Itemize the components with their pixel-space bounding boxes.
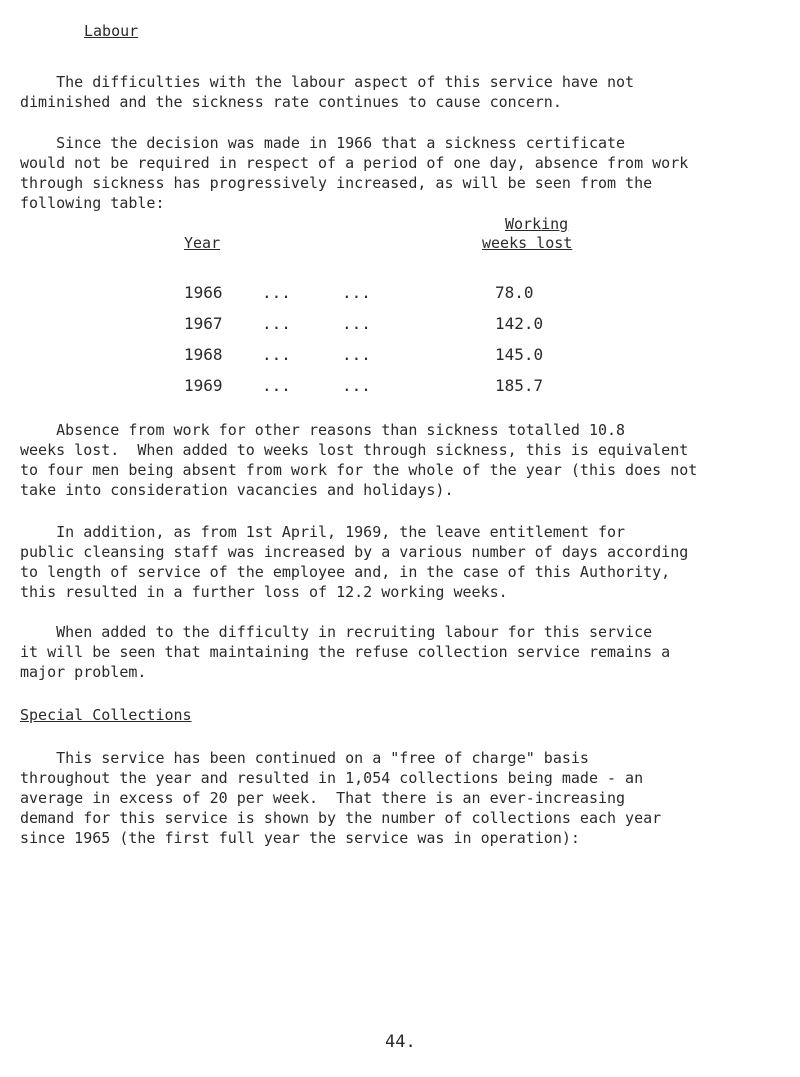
labour-paragraph-4 [20, 522, 780, 602]
text-line: demand for this service is shown by the number of collections each year [20, 809, 662, 827]
text-line: When added to the difficulty in recruiting labour for this service [20, 623, 653, 641]
table-row [0, 314, 800, 340]
labour-paragraph-2 [20, 133, 780, 213]
text-line: it will be seen that maintaining the refuse collection service remains a [20, 643, 671, 661]
text-line: This service has been continued on a "free of charge" basis [20, 749, 589, 767]
labour-heading: Labour [84, 22, 139, 40]
text-line: Absence from work for other reasons than sickness totalled 10.8 [20, 421, 626, 439]
text-line: throughout the year and resulted in 1,054 collections being made - an [20, 769, 644, 787]
year-cell: 1968 [184, 345, 223, 364]
leader-dots: ... [342, 314, 371, 333]
text-line: The difficulties with the labour aspect of this service have not [20, 73, 635, 91]
year-cell: 1969 [184, 376, 223, 395]
weeks-lost-cell: 145.0 [495, 345, 544, 364]
text-line: public cleansing staff was increased by a various number of days according [20, 543, 689, 561]
leader-dots: ... [342, 345, 371, 364]
year-cell: 1966 [184, 283, 223, 302]
leader-dots: ... [262, 345, 291, 364]
text-line: through sickness has progressively increased, as will be seen from the [20, 174, 653, 192]
text-line: to length of service of the employee and, in the case of this Authority, [20, 563, 671, 581]
text-line: would not be required in respect of a period of one day, absence from work [20, 154, 689, 172]
table-row [0, 345, 800, 371]
leader-dots: ... [262, 283, 291, 302]
text-line: following table: [20, 194, 165, 212]
table-row [0, 376, 800, 402]
year-cell: 1967 [184, 314, 223, 333]
leader-dots: ... [262, 376, 291, 395]
text-line: weeks lost. When added to weeks lost through sickness, this is equivalent [20, 441, 689, 459]
column-header-year: Year [184, 234, 221, 252]
page-number: 44. [385, 1032, 416, 1052]
text-line: In addition, as from 1st April, 1969, the leave entitlement for [20, 523, 626, 541]
text-line: average in excess of 20 per week. That there is an ever-increasing [20, 789, 626, 807]
special-collections-paragraph [20, 748, 780, 848]
leader-dots: ... [342, 283, 371, 302]
column-header-working: Working [505, 215, 569, 233]
leader-dots: ... [262, 314, 291, 333]
column-header-weeks-lost: weeks lost [482, 234, 573, 252]
text-line: since 1965 (the first full year the service was in operation): [20, 829, 580, 847]
text-line: this resulted in a further loss of 12.2 working weeks. [20, 583, 508, 601]
labour-paragraph-5 [20, 622, 780, 682]
text-line: diminished and the sickness rate continues to cause concern. [20, 93, 562, 111]
weeks-lost-cell: 78.0 [495, 283, 534, 302]
labour-paragraph-3 [20, 420, 780, 500]
leader-dots: ... [342, 376, 371, 395]
text-line: Since the decision was made in 1966 that a sickness certificate [20, 134, 626, 152]
labour-paragraph-1 [20, 72, 780, 112]
text-line: to four men being absent from work for the whole of the year (this does not [20, 461, 698, 479]
weeks-lost-cell: 185.7 [495, 376, 544, 395]
table-row [0, 283, 800, 309]
text-line: major problem. [20, 663, 147, 681]
text-line: take into consideration vacancies and holidays). [20, 481, 454, 499]
special-collections-heading: Special Collections [20, 706, 192, 724]
weeks-lost-cell: 142.0 [495, 314, 544, 333]
